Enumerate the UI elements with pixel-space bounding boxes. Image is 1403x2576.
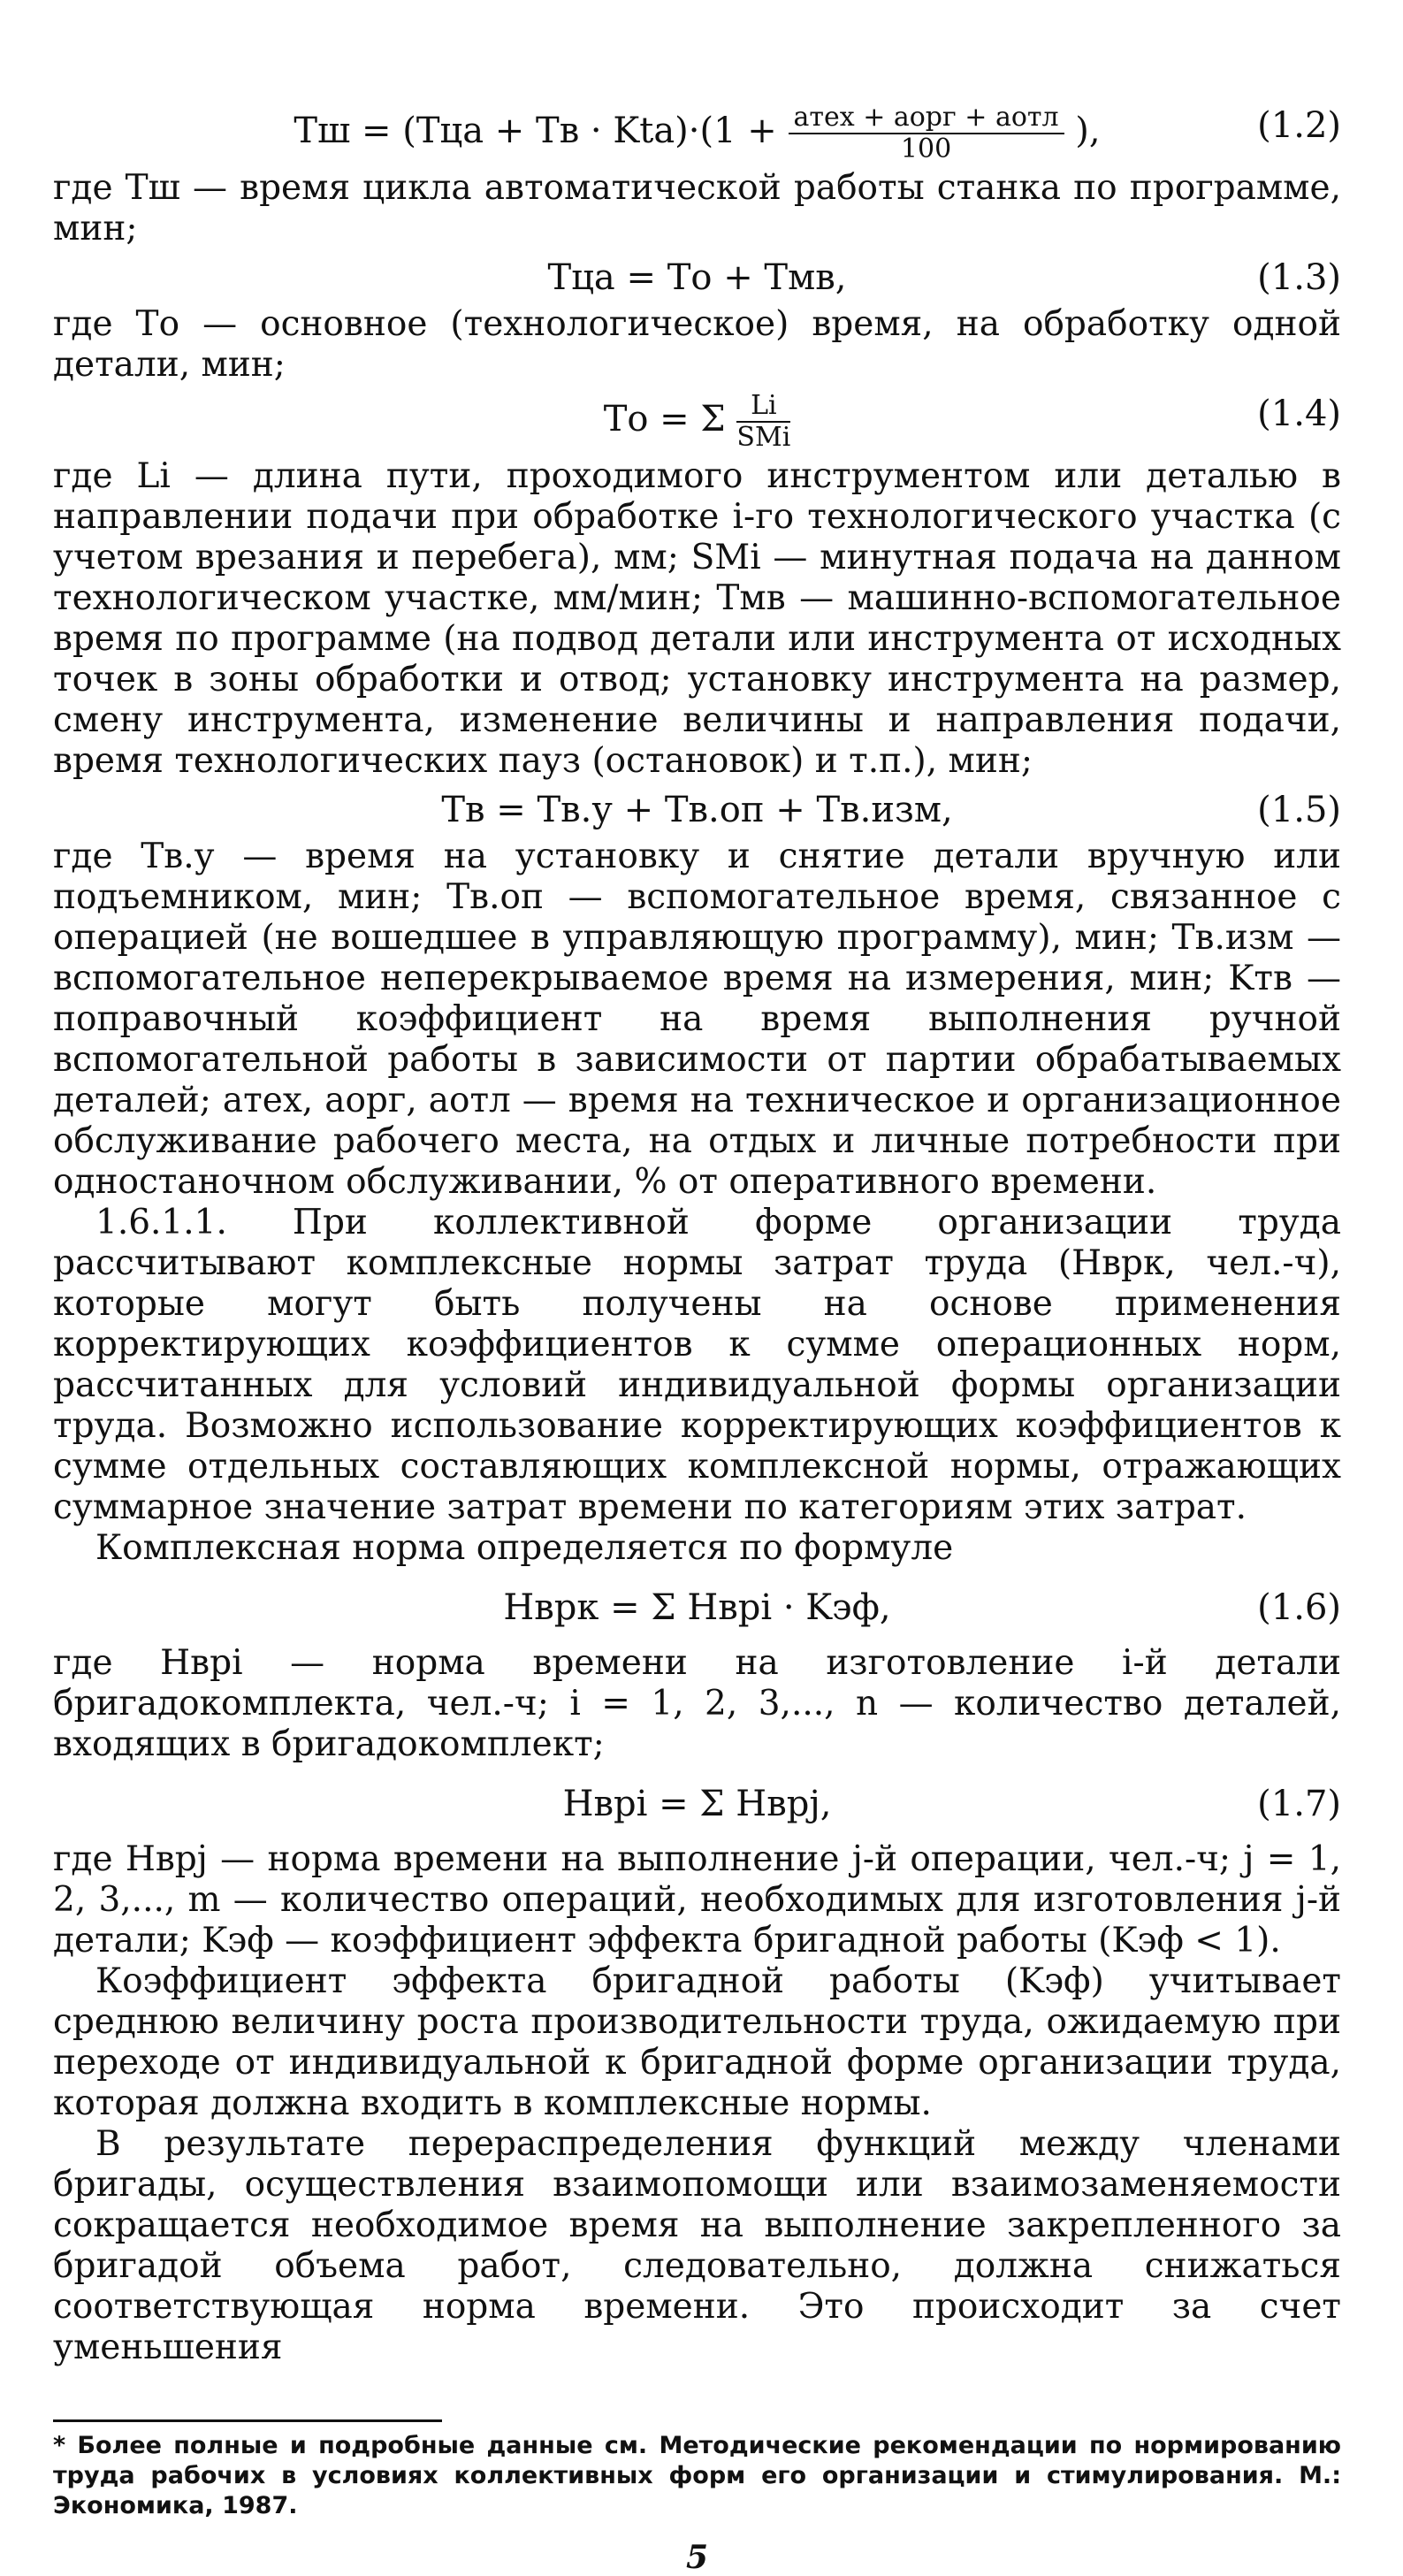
fraction-denominator: SMi	[736, 422, 791, 453]
footnote-divider	[53, 2419, 442, 2422]
formula-1-4-lhs: Tо = Σ	[603, 399, 726, 440]
fraction-denominator: 100	[900, 134, 952, 164]
page-number: 5	[685, 2539, 709, 2576]
formula-1-2-lhs: Tш = (Tца + Tв · Kta)·(1 +	[294, 111, 777, 151]
paragraph: где Li — длина пути, проходимого инструментом или деталью в направлении подачи при обработке i-го технологического участка (с учетом врезания и перебега), мм; SMi — минутная подача на данном технологическом участке, мм/мин; Tмв — машинно-вспомогательное время по программе (на подвод детали или инструмента от исходных точек в зоны обработки и отвод; установку инструмента на размер, смену инструмента, изменение величины и направления подачи, время технологических пауз (остановок) и т.п.), мин;	[53, 456, 1341, 781]
formula-number: (1.6)	[1257, 1587, 1341, 1628]
paragraph: где Hврi — норма времени на изготовление i-й детали бригадокомплекта, чел.-ч; i = 1, 2, 3,..., n — количество деталей, входящих в бригадокомплект;	[53, 1643, 1341, 1764]
paragraph: 1.6.1.1. При коллективной форме организации труда рассчитывают комплексные нормы затрат труда (Hврк, чел.-ч), которые могут быть получены на основе применения корректирующих коэффициентов к сумме операционных норм, рассчитанных для условий индивидуальной формы организации труда. Возможно использование корректирующих коэффициентов к сумме отдельных составляющих комплексной нормы, отражающих суммарное значение затрат времени по категориям этих затрат.	[53, 1203, 1341, 1527]
formula-expression: Hврi = Σ Hврj,	[562, 1784, 832, 1824]
formula-1-5	[53, 787, 1341, 833]
formula-number: (1.5)	[1257, 790, 1341, 830]
fraction-numerator: Li	[736, 391, 790, 423]
paragraph: где Tш — время цикла автоматической работы станка по программе, мин;	[53, 168, 1341, 248]
paragraph: где Tо — основное (технологическое) время, на обработку одной детали, мин;	[53, 304, 1341, 385]
formula-1-2-fraction	[789, 103, 1064, 164]
formula-number: (1.3)	[1257, 257, 1341, 298]
formula-expression: Tца = Tо + Tмв,	[547, 257, 847, 298]
footnote: * Более полные и подробные данные см. Методические рекомендации по нормированию труда рабочих в условиях коллективных форм его организации и стимулирования. М.: Экономика, 1987.	[53, 2432, 1341, 2519]
paragraph: где Hврj — норма времени на выполнение j-й операции, чел.-ч; j = 1, 2, 3,..., m — количество операций, необходимых для изготовления j-й детали; Kэф — коэффициент эффекта бригадной работы (Kэф < 1).	[53, 1839, 1341, 1961]
formula-1-2	[53, 103, 1341, 164]
formula-1-6	[53, 1585, 1341, 1631]
paragraph: Комплексная норма определяется по формуле	[95, 1528, 954, 1568]
formula-1-2-rhs: ),	[1075, 111, 1101, 151]
formula-expression: Tв = Tв.у + Tв.оп + Tв.изм,	[441, 790, 953, 830]
formula-expression: Hврк = Σ Hврi · Kэф,	[503, 1587, 891, 1628]
paragraph: где Tв.у — время на установку и снятие детали вручную или подъемником, мин; Tв.оп — вспомогательное время, связанное с операцией (не вошедшее в управляющую программу), мин; Tв.изм — вспомогательное неперекрываемое время на измерения, мин; Kтв — поправочный коэффициент на время выполнения ручной вспомогательной работы в зависимости от партии обрабатываемых деталей; aтех, aорг, aотл — время на техническое и организационное обслуживание рабочего места, на отдых и личные потребности при одностаночном обслуживании, % от оперативного времени.	[53, 837, 1341, 1202]
paragraph: В результате перераспределения функций между членами бригады, осуществления взаимопомощи или взаимозаменяемости сокращается необходимое время на выполнение закрепленного за бригадой объема работ, следовательно, должна снижаться соответствующая норма времени. Это происходит за счет уменьшения	[53, 2124, 1341, 2367]
formula-1-3	[53, 255, 1341, 301]
formula-number: (1.7)	[1257, 1784, 1341, 1824]
paragraph: Коэффициент эффекта бригадной работы (Kэф) учитывает среднюю величину роста производительности труда, ожидаемую при переходе от индивидуальной к бригадной форме организации труда, которая должна входить в комплексные нормы.	[53, 1961, 1341, 2123]
formula-number: (1.4)	[1257, 394, 1341, 434]
formula-1-4-fraction	[736, 391, 790, 453]
formula-1-4	[53, 391, 1341, 453]
formula-1-7	[53, 1781, 1341, 1827]
fraction-numerator: aтех + aорг + aотл	[789, 103, 1064, 134]
formula-number: (1.2)	[1257, 105, 1341, 146]
